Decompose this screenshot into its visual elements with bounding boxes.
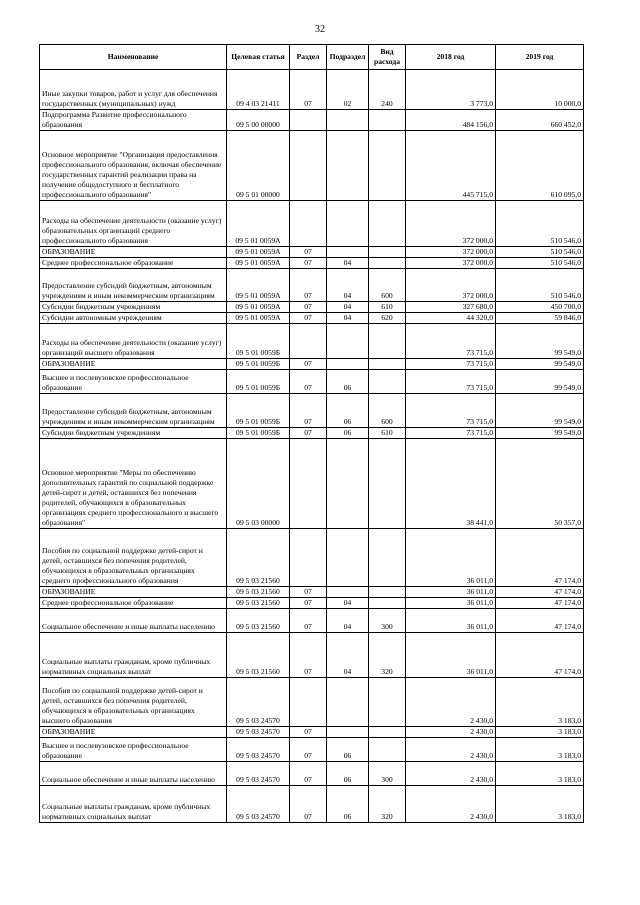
row-amount-2018: 327 680,0 — [406, 302, 496, 313]
header-expense-type: Вид расхода — [369, 45, 406, 70]
row-amount-2018: 2 430,0 — [406, 678, 496, 727]
header-section: Раздел — [290, 45, 327, 70]
table-row — [40, 370, 584, 394]
row-subsection — [327, 131, 369, 201]
row-section — [290, 110, 327, 131]
table-row — [40, 247, 584, 258]
row-section — [290, 131, 327, 201]
budget-table — [39, 44, 584, 823]
row-amount-2018: 73 715,0 — [406, 359, 496, 370]
row-subsection — [327, 201, 369, 247]
row-amount-2019: 99 549,0 — [496, 394, 584, 428]
row-section: 07 — [290, 633, 327, 678]
row-target-article: 09 5 01 0059Б — [227, 370, 290, 394]
row-target-article: 09 5 03 24570 — [227, 762, 290, 786]
row-name: Субсидии автономным учреждениям — [40, 313, 227, 324]
row-section: 07 — [290, 394, 327, 428]
header-year-2019: 2019 год — [496, 45, 584, 70]
row-target-article: 09 5 03 21560 — [227, 587, 290, 598]
row-amount-2018: 44 320,0 — [406, 313, 496, 324]
row-subsection — [327, 247, 369, 258]
row-expense-type — [369, 258, 406, 269]
header-target-article: Целевая статья — [227, 45, 290, 70]
row-target-article: 09 5 03 21560 — [227, 609, 290, 633]
row-amount-2019: 99 549,0 — [496, 428, 584, 439]
row-amount-2019: 3 183,0 — [496, 678, 584, 727]
row-target-article: 09 5 03 24570 — [227, 738, 290, 762]
row-subsection — [327, 110, 369, 131]
row-expense-type: 620 — [369, 313, 406, 324]
row-name: ОБРАЗОВАНИЕ — [40, 587, 227, 598]
row-amount-2018: 372 000,0 — [406, 201, 496, 247]
row-amount-2019: 59 846,0 — [496, 313, 584, 324]
row-amount-2019: 47 174,0 — [496, 598, 584, 609]
row-amount-2018: 372 000,0 — [406, 258, 496, 269]
table-row — [40, 439, 584, 529]
row-section: 07 — [290, 786, 327, 823]
row-amount-2018: 372 000,0 — [406, 247, 496, 258]
row-subsection — [327, 529, 369, 587]
row-section: 07 — [290, 762, 327, 786]
row-expense-type — [369, 738, 406, 762]
row-name: ОБРАЗОВАНИЕ — [40, 359, 227, 370]
row-section — [290, 529, 327, 587]
row-subsection: 06 — [327, 394, 369, 428]
row-amount-2019: 47 174,0 — [496, 587, 584, 598]
header-year-2018: 2018 год — [406, 45, 496, 70]
row-target-article: 09 5 01 0059А — [227, 313, 290, 324]
row-name: Субсидии бюджетным учреждениям — [40, 428, 227, 439]
row-amount-2018: 3 773,0 — [406, 70, 496, 110]
row-target-article: 09 5 03 21560 — [227, 598, 290, 609]
row-expense-type: 610 — [369, 428, 406, 439]
row-name: Иные закупки товаров, работ и услуг для обеспечения государственных (муниципальных) нужд — [40, 70, 227, 110]
row-name: Субсидии бюджетным учреждениям — [40, 302, 227, 313]
row-amount-2019: 510 546,0 — [496, 201, 584, 247]
row-expense-type — [369, 678, 406, 727]
row-subsection: 04 — [327, 302, 369, 313]
row-expense-type — [369, 439, 406, 529]
row-name: Основное мероприятие "Меры по обеспечению дополнительных гарантий по социальной поддержке детей-сирот и детей, оставшихся без попечения родителей, обучающихся в образовательных организациях среднего профессионального и высшего образования" — [40, 439, 227, 529]
row-name: Социальные выплаты гражданам, кроме публичных нормативных социальных выплат — [40, 786, 227, 823]
row-section: 07 — [290, 609, 327, 633]
row-target-article: 09 4 03 21411 — [227, 70, 290, 110]
row-section: 07 — [290, 738, 327, 762]
row-section — [290, 201, 327, 247]
row-section — [290, 324, 327, 359]
row-expense-type — [369, 370, 406, 394]
row-expense-type: 610 — [369, 302, 406, 313]
row-target-article: 09 5 01 0059Б — [227, 324, 290, 359]
row-expense-type — [369, 324, 406, 359]
row-target-article: 09 5 03 21560 — [227, 529, 290, 587]
row-amount-2019: 99 549,0 — [496, 359, 584, 370]
row-expense-type — [369, 110, 406, 131]
row-section: 07 — [290, 727, 327, 738]
row-amount-2018: 484 156,0 — [406, 110, 496, 131]
row-name: Предоставление субсидий бюджетным, автономным учреждениям и иным некоммерческим организациям — [40, 394, 227, 428]
row-subsection: 04 — [327, 598, 369, 609]
row-expense-type — [369, 727, 406, 738]
row-target-article: 09 5 00 00000 — [227, 110, 290, 131]
row-target-article: 09 5 01 0059А — [227, 247, 290, 258]
table-row — [40, 633, 584, 678]
row-expense-type: 300 — [369, 609, 406, 633]
table-row — [40, 302, 584, 313]
row-name: Социальное обеспечение и иные выплаты населению — [40, 762, 227, 786]
row-subsection: 06 — [327, 738, 369, 762]
row-section — [290, 439, 327, 529]
row-expense-type — [369, 359, 406, 370]
row-section: 07 — [290, 587, 327, 598]
row-name: Высшее и послевузовское профессиональное образование — [40, 370, 227, 394]
row-expense-type: 320 — [369, 786, 406, 823]
table-row — [40, 678, 584, 727]
row-amount-2018: 73 715,0 — [406, 370, 496, 394]
table-row — [40, 258, 584, 269]
table-row — [40, 359, 584, 370]
row-expense-type: 320 — [369, 633, 406, 678]
row-target-article: 09 5 01 0059Б — [227, 394, 290, 428]
table-row — [40, 727, 584, 738]
row-expense-type — [369, 131, 406, 201]
row-target-article: 09 5 01 0059Б — [227, 428, 290, 439]
row-amount-2019: 660 452,0 — [496, 110, 584, 131]
row-amount-2019: 3 183,0 — [496, 786, 584, 823]
row-expense-type — [369, 598, 406, 609]
row-amount-2019: 3 183,0 — [496, 762, 584, 786]
row-amount-2018: 36 011,0 — [406, 609, 496, 633]
row-name: Пособия по социальной поддержке детей-сирот и детей, оставшихся без попечения родителей, обучающихся в образовательных организациях высшего образования — [40, 678, 227, 727]
row-amount-2019: 47 174,0 — [496, 609, 584, 633]
row-amount-2019: 3 183,0 — [496, 738, 584, 762]
row-subsection — [327, 359, 369, 370]
row-expense-type: 240 — [369, 70, 406, 110]
table-row — [40, 110, 584, 131]
row-amount-2018: 36 011,0 — [406, 587, 496, 598]
row-expense-type: 600 — [369, 269, 406, 302]
row-amount-2018: 36 011,0 — [406, 598, 496, 609]
row-section: 07 — [290, 269, 327, 302]
row-section: 07 — [290, 313, 327, 324]
table-row — [40, 609, 584, 633]
table-row — [40, 131, 584, 201]
row-target-article: 09 5 01 0059А — [227, 302, 290, 313]
row-section: 07 — [290, 428, 327, 439]
row-subsection: 04 — [327, 633, 369, 678]
row-amount-2019: 50 357,0 — [496, 439, 584, 529]
row-subsection: 04 — [327, 609, 369, 633]
row-target-article: 09 5 01 00000 — [227, 131, 290, 201]
header-subsection: Подраздел — [327, 45, 369, 70]
row-section: 07 — [290, 598, 327, 609]
row-subsection: 06 — [327, 428, 369, 439]
row-target-article: 09 5 03 24570 — [227, 678, 290, 727]
header-name: Наименование — [40, 45, 227, 70]
row-section: 07 — [290, 258, 327, 269]
table-row — [40, 313, 584, 324]
table-row — [40, 269, 584, 302]
row-name: Среднее профессиональное образование — [40, 258, 227, 269]
row-expense-type — [369, 529, 406, 587]
table-row — [40, 786, 584, 823]
table-row — [40, 762, 584, 786]
row-amount-2019: 99 549,0 — [496, 370, 584, 394]
row-amount-2019: 3 183,0 — [496, 727, 584, 738]
row-subsection — [327, 439, 369, 529]
row-target-article: 09 5 03 00000 — [227, 439, 290, 529]
table-row — [40, 324, 584, 359]
row-section — [290, 678, 327, 727]
row-amount-2018: 36 011,0 — [406, 633, 496, 678]
row-amount-2018: 73 715,0 — [406, 428, 496, 439]
row-subsection: 04 — [327, 258, 369, 269]
row-subsection: 04 — [327, 269, 369, 302]
row-section: 07 — [290, 247, 327, 258]
table-row — [40, 201, 584, 247]
row-amount-2019: 99 549,0 — [496, 324, 584, 359]
row-subsection: 06 — [327, 762, 369, 786]
table-header-row — [40, 45, 584, 70]
table-row — [40, 738, 584, 762]
row-amount-2019: 510 546,0 — [496, 258, 584, 269]
row-expense-type — [369, 247, 406, 258]
row-name: ОБРАЗОВАНИЕ — [40, 727, 227, 738]
row-amount-2019: 10 000,0 — [496, 70, 584, 110]
row-name: Среднее профессиональное образование — [40, 598, 227, 609]
row-target-article: 09 5 01 0059Б — [227, 359, 290, 370]
row-amount-2019: 610 095,0 — [496, 131, 584, 201]
row-name: Расходы на обеспечение деятельности (оказание услуг) образовательных организаций среднего профессионального образования — [40, 201, 227, 247]
row-target-article: 09 5 03 24570 — [227, 727, 290, 738]
row-name: Основное мероприятие "Организация предоставления профессионального образования, включая обеспечение государственных гарантий реализации права на получение общедоступного и бесплатного профессионального образования" — [40, 131, 227, 201]
row-amount-2018: 2 430,0 — [406, 727, 496, 738]
row-amount-2018: 2 430,0 — [406, 762, 496, 786]
row-expense-type: 300 — [369, 762, 406, 786]
row-expense-type: 600 — [369, 394, 406, 428]
row-amount-2019: 450 700,0 — [496, 302, 584, 313]
row-name: Пособия по социальной поддержке детей-сирот и детей, оставшихся без попечения родителей, обучающихся в образовательных организациях среднего профессионального образования — [40, 529, 227, 587]
table-row — [40, 394, 584, 428]
row-amount-2018: 73 715,0 — [406, 394, 496, 428]
row-target-article: 09 5 01 0059А — [227, 201, 290, 247]
row-name: Подпрограмма Развитие профессионального образования — [40, 110, 227, 131]
row-subsection: 06 — [327, 370, 369, 394]
row-name: Высшее и послевузовское профессиональное образование — [40, 738, 227, 762]
row-amount-2018: 372 000,0 — [406, 269, 496, 302]
row-amount-2019: 510 546,0 — [496, 269, 584, 302]
row-target-article: 09 5 03 21560 — [227, 633, 290, 678]
page-number: 32 — [315, 24, 325, 35]
row-amount-2018: 2 430,0 — [406, 786, 496, 823]
table-row — [40, 529, 584, 587]
row-expense-type — [369, 587, 406, 598]
row-amount-2018: 38 441,0 — [406, 439, 496, 529]
row-section: 07 — [290, 370, 327, 394]
row-subsection: 06 — [327, 786, 369, 823]
row-subsection — [327, 727, 369, 738]
row-subsection: 02 — [327, 70, 369, 110]
row-target-article: 09 5 01 0059А — [227, 258, 290, 269]
row-amount-2018: 445 715,0 — [406, 131, 496, 201]
table-row — [40, 70, 584, 110]
row-section: 07 — [290, 359, 327, 370]
row-section: 07 — [290, 302, 327, 313]
row-amount-2019: 47 174,0 — [496, 633, 584, 678]
row-amount-2019: 47 174,0 — [496, 529, 584, 587]
row-amount-2019: 510 546,0 — [496, 247, 584, 258]
row-expense-type — [369, 201, 406, 247]
row-name: Социальное обеспечение и иные выплаты населению — [40, 609, 227, 633]
row-section: 07 — [290, 70, 327, 110]
table-row — [40, 587, 584, 598]
row-subsection — [327, 324, 369, 359]
row-subsection: 04 — [327, 313, 369, 324]
row-amount-2018: 36 011,0 — [406, 529, 496, 587]
row-name: Предоставление субсидий бюджетным, автономным учреждениям и иным некоммерческим организациям — [40, 269, 227, 302]
row-name: Расходы на обеспечение деятельности (оказание услуг) организаций высшего образования — [40, 324, 227, 359]
row-amount-2018: 2 430,0 — [406, 738, 496, 762]
row-name: Социальные выплаты гражданам, кроме публичных нормативных социальных выплат — [40, 633, 227, 678]
row-subsection — [327, 678, 369, 727]
row-amount-2018: 73 715,0 — [406, 324, 496, 359]
table-row — [40, 428, 584, 439]
row-target-article: 09 5 03 24570 — [227, 786, 290, 823]
row-subsection — [327, 587, 369, 598]
row-target-article: 09 5 01 0059А — [227, 269, 290, 302]
row-name: ОБРАЗОВАНИЕ — [40, 247, 227, 258]
table-row — [40, 598, 584, 609]
